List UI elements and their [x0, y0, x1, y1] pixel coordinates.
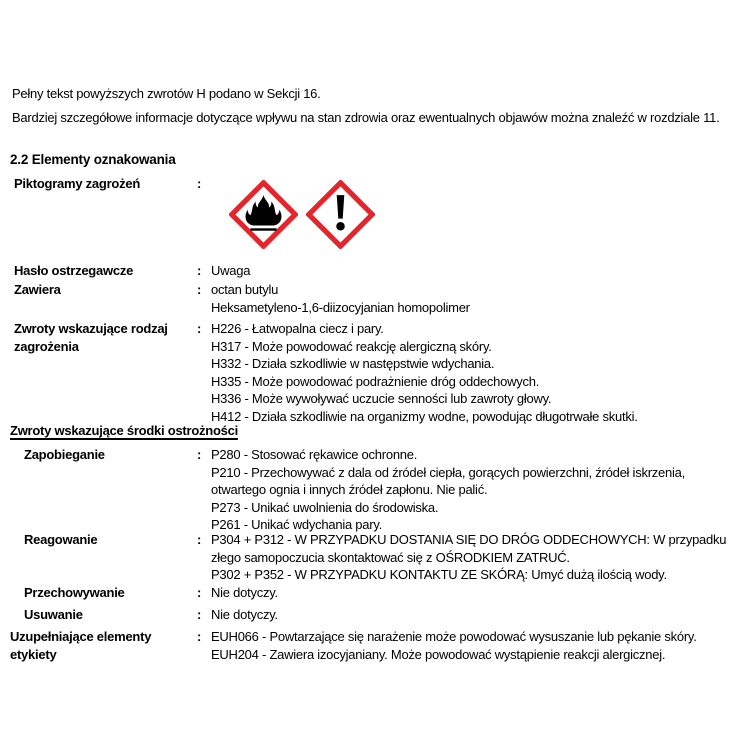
- colon: :: [197, 585, 202, 600]
- row-disposal: [0, 606, 750, 624]
- contains-label: Zawiera: [14, 282, 61, 297]
- storage-value: Nie dotyczy.: [211, 585, 278, 600]
- hazard-statements-value: [211, 320, 735, 425]
- contains-line: octan butylu: [211, 282, 279, 297]
- intro-line-2: Bardziej szczegółowe informacje dotyczące wpływu na stan zdrowia oraz ewentualnych objawów można znaleźć w rozdziale 11.: [12, 110, 720, 125]
- precautionary-statement: P261 - Unikać wdychania pary.: [211, 517, 382, 532]
- prevention-value: [211, 446, 735, 534]
- row-pictograms: [0, 175, 750, 193]
- signal-word-label: Hasło ostrzegawcze: [14, 263, 134, 278]
- hazard-statement: H412 - Działa szkodliwie na organizmy wodne, powodując długotrwałe skutki.: [211, 408, 638, 424]
- precautionary-statement: P210 - Przechowywać z dala od źródeł ciepła, gorących powierzchni, źródeł iskrzenia, otwartego ognia i innych źródeł zapłonu. Nie palić.: [211, 464, 685, 497]
- supplemental-label: Uzupełniające elementy etykiety: [10, 629, 152, 662]
- disposal-label: Usuwanie: [24, 607, 83, 622]
- colon: :: [197, 176, 202, 191]
- hazard-statements-label: Zwroty wskazujące rodzaj zagrożenia: [14, 321, 168, 354]
- intro-line-1: Pełny tekst powyższych zwrotów H podano w Sekcji 16.: [12, 86, 321, 101]
- colon: :: [197, 447, 202, 462]
- hazard-statement: H335 - Może powodować podrażnienie dróg oddechowych.: [211, 373, 540, 389]
- hazard-pictograms: [229, 180, 375, 249]
- row-supplemental: [0, 628, 750, 663]
- row-contains: [0, 281, 750, 316]
- euh-statement: EUH204 - Zawiera izocyjaniany. Może powodować wystąpienie reakcji alergicznej.: [211, 646, 666, 662]
- storage-label: Przechowywanie: [24, 585, 125, 600]
- hazard-statement: H317 - Może powodować reakcję alergiczną skóry.: [211, 338, 492, 354]
- section-title: 2.2 Elementy oznakowania: [10, 152, 176, 167]
- precautionary-statement: P273 - Unikać uwolnienia do środowiska.: [211, 499, 439, 515]
- colon: :: [197, 607, 202, 622]
- colon: :: [197, 629, 202, 644]
- pictograms-label: Piktogramy zagrożeń: [14, 176, 141, 191]
- signal-word-value: Uwaga: [211, 263, 251, 278]
- precautionary-statement: P280 - Stosować rękawice ochronne.: [211, 447, 418, 462]
- response-value: [211, 531, 735, 584]
- row-storage: [0, 584, 750, 602]
- row-hazard-statements: [0, 320, 750, 425]
- supplemental-value: [211, 628, 735, 663]
- row-signal-word: [0, 262, 750, 280]
- colon: :: [197, 321, 202, 336]
- row-response: [0, 531, 750, 584]
- precautionary-statement: P304 + P312 - W PRZYPADKU DOSTANIA SIĘ DO DRÓG ODDECHOWYCH: W przypadku złego samopoczucia skontaktować się z OŚRODKIEM ZATRUĆ.: [211, 532, 727, 565]
- hazard-statement: H336 - Może wywoływać uczucie senności lub zawroty głowy.: [211, 391, 552, 406]
- contains-line: Heksametyleno-1,6-diizocyjanian homopolimer: [211, 299, 470, 315]
- euh-statement: EUH066 - Powtarzające się narażenie może powodować wysuszanie lub pękanie skóry.: [211, 629, 697, 644]
- flame-pictogram-icon: [229, 180, 298, 249]
- colon: :: [197, 532, 202, 547]
- row-prevention: [0, 446, 750, 534]
- hazard-statement: H332 - Działa szkodliwie w następstwie wdychania.: [211, 356, 495, 371]
- exclamation-mark-pictogram-icon: [306, 180, 375, 249]
- prevention-label: Zapobieganie: [24, 447, 105, 462]
- contains-value: [211, 281, 735, 316]
- disposal-value: Nie dotyczy.: [211, 607, 278, 622]
- response-label: Reagowanie: [24, 532, 98, 547]
- hazard-statement: H226 - Łatwopalna ciecz i pary.: [211, 321, 384, 336]
- colon: :: [197, 282, 202, 297]
- colon: :: [197, 263, 202, 278]
- precautionary-statements-heading: Zwroty wskazujące środki ostrożności: [10, 423, 238, 438]
- precautionary-statement: P302 + P352 - W PRZYPADKU KONTAKTU ZE SKÓRĄ: Umyć dużą ilością wody.: [211, 567, 667, 582]
